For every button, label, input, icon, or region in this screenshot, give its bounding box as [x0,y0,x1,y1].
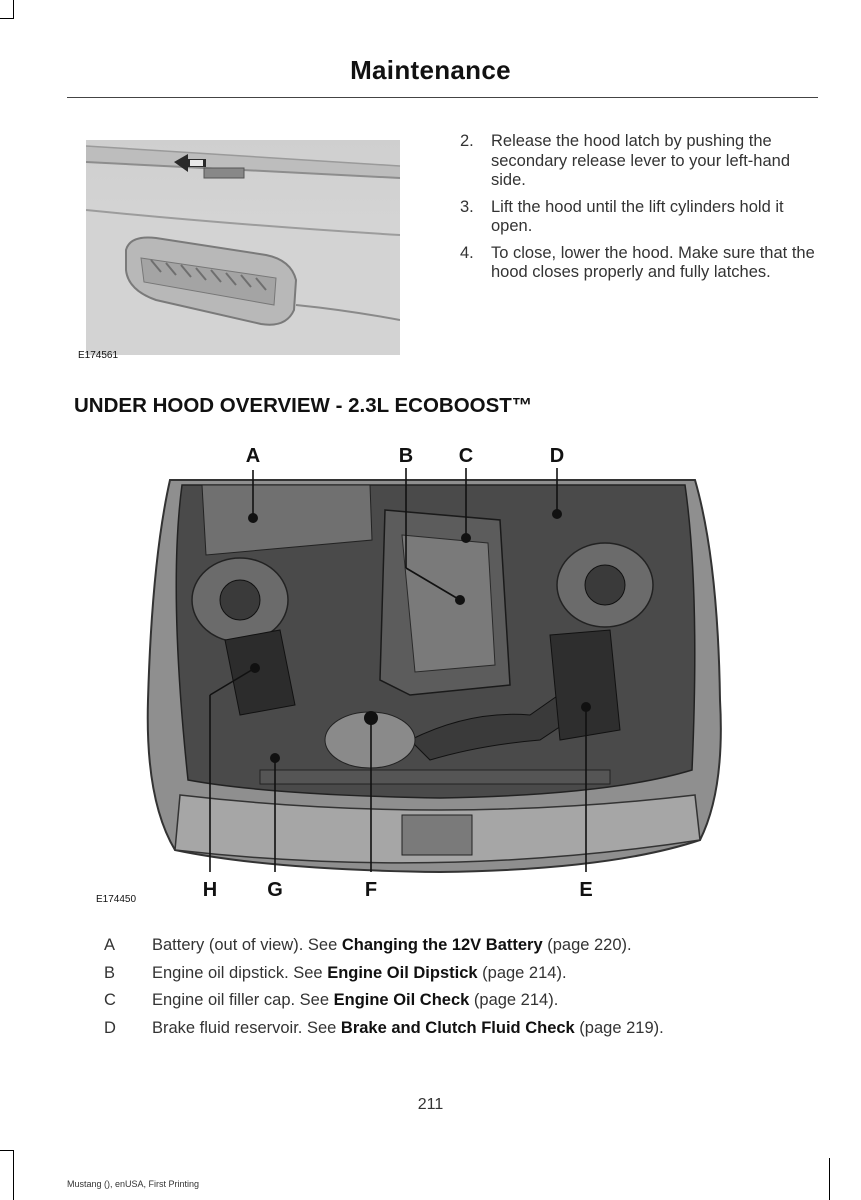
step-text: Release the hood latch by pushing the secondary release lever to your left-hand side. [491,132,790,189]
callout-g: G [267,879,283,901]
legend-page: (page 214). [469,991,559,1010]
legend-description [152,936,632,955]
section-heading: UNDER HOOD OVERVIEW - 2.3L ECOBOOST™ [74,394,533,417]
crop-mark [0,1150,14,1151]
legend-key: C [104,991,116,1010]
legend-text: Battery (out of view). See [152,936,342,955]
callout-h: H [202,879,218,901]
callout-e: E [579,879,593,901]
crop-mark [0,18,14,19]
crop-mark [13,0,14,18]
legend-page: (page 219). [574,1018,664,1037]
page-title: Maintenance [350,55,511,85]
legend-text: Engine oil dipstick. See [152,963,328,982]
legend-description [152,964,567,983]
legend-reference-link[interactable]: Brake and Clutch Fluid Check [340,1018,575,1037]
legend-text: Engine oil filler cap. See [152,991,334,1010]
legend-description [152,991,558,1010]
legend-key: A [104,936,116,955]
step-number: 3. [460,197,474,216]
legend-reference-link[interactable]: Engine Oil Dipstick [327,963,478,982]
callout-b: B [398,445,414,467]
legend-reference-link[interactable]: Changing the 12V Battery [341,936,543,955]
callout-f: F [364,879,378,901]
legend-text: Brake fluid reservoir. See [152,1018,341,1037]
legend-reference-link[interactable]: Engine Oil Check [333,991,470,1010]
hood-steps-list [460,132,820,290]
legend-row [104,960,824,988]
figure-id: E174450 [96,894,137,905]
step-text: To close, lower the hood. Make sure that the hood closes properly and fully latches. [491,243,815,281]
legend-page: (page 220). [542,936,632,955]
legend-row [104,987,824,1015]
list-item [460,132,820,191]
step-number: 2. [460,132,474,150]
figure-id: E174561 [78,350,119,361]
engine-bay-illustration [140,440,730,910]
callout-a: A [245,445,261,467]
legend-page: (page 214). [477,963,567,982]
list-item [460,244,820,283]
crop-mark [13,1150,14,1200]
legend-key: B [104,963,116,982]
callout-d: D [549,445,565,467]
legend-key: D [104,1018,116,1037]
list-item [460,198,820,237]
legend-row [104,932,824,960]
page-number: 211 [417,1096,444,1113]
legend-description [152,1019,664,1038]
callout-legend [104,932,824,1042]
hood-latch-illustration [86,140,400,355]
step-text: Lift the hood until the lift cylinders hold it open. [491,197,784,235]
callout-c: C [458,445,474,467]
crop-mark [829,1158,830,1200]
step-number: 4. [460,243,474,262]
footer-text: Mustang (), enUSA, First Printing [67,1179,200,1189]
legend-row [104,1015,824,1043]
title-divider [67,97,818,98]
